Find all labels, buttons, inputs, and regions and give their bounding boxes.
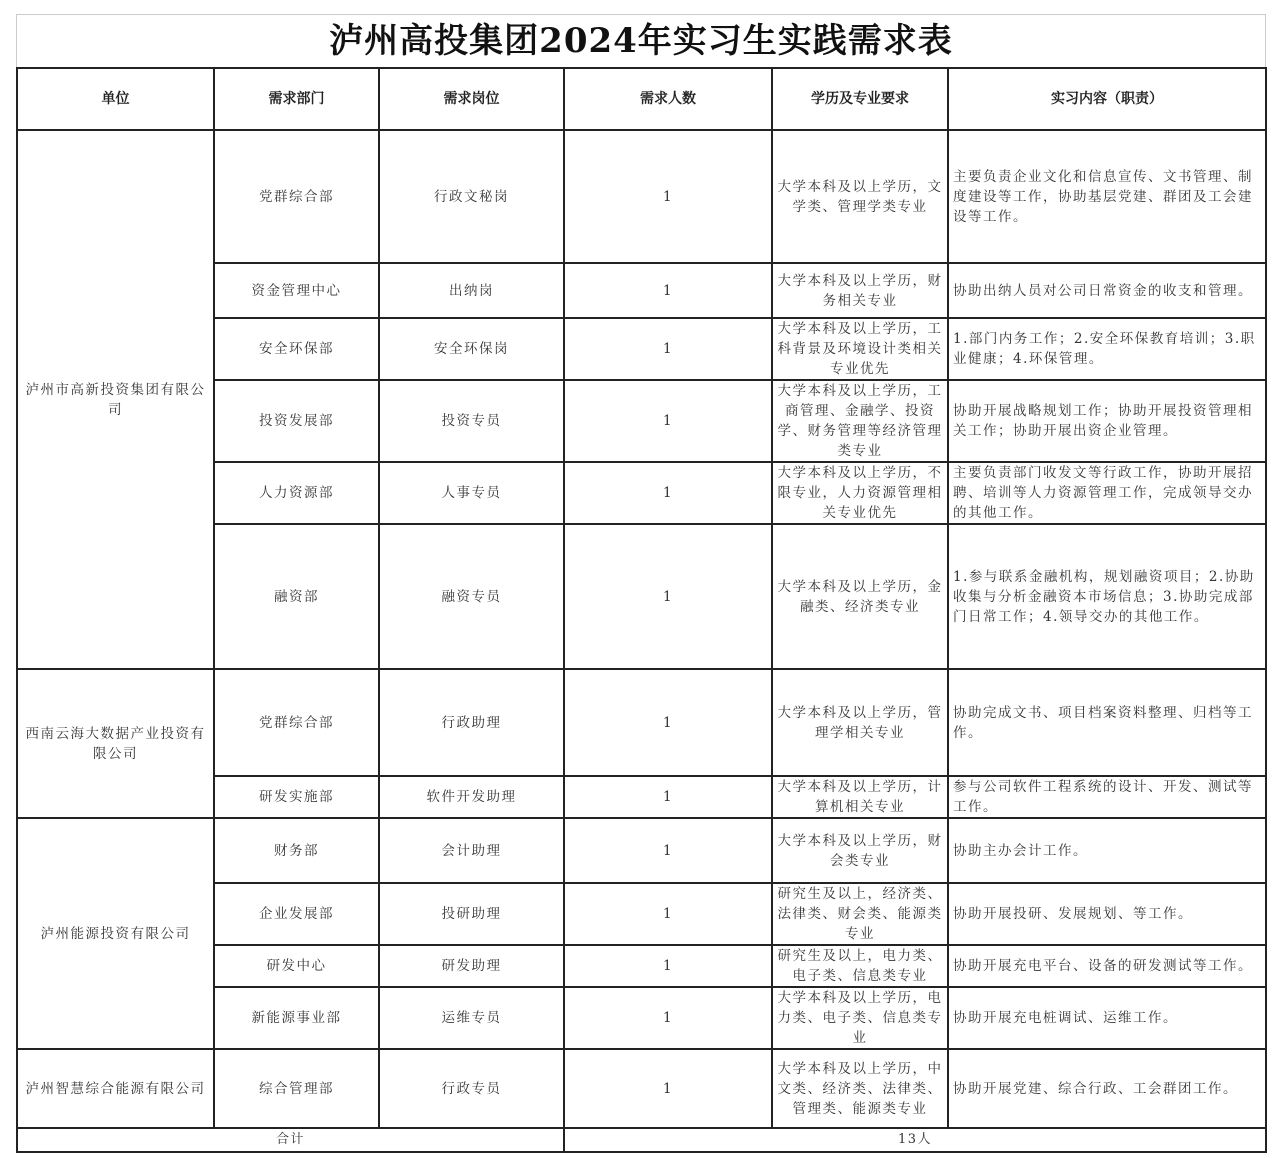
headcount-cell: 1 (564, 883, 772, 945)
duties-cell: 参与公司软件工程系统的设计、开发、测试等工作。 (948, 776, 1266, 818)
department-cell: 人力资源部 (214, 462, 379, 524)
education-cell: 大学本科及以上学历，不限专业，人力资源管理相关专业优先 (772, 462, 948, 524)
duties-cell: 协助主办会计工作。 (948, 818, 1266, 883)
header-position: 需求岗位 (379, 68, 564, 130)
total-label: 合计 (17, 1128, 564, 1152)
total-row (17, 1128, 1266, 1152)
education-cell: 大学本科及以上学历，财务相关专业 (772, 263, 948, 318)
education-cell: 研究生及以上，经济类、法律类、财会类、能源类专业 (772, 883, 948, 945)
department-cell: 党群综合部 (214, 130, 379, 263)
position-cell: 行政专员 (379, 1049, 564, 1128)
position-cell: 软件开发助理 (379, 776, 564, 818)
table-row (17, 1049, 1266, 1128)
headcount-cell: 1 (564, 263, 772, 318)
department-cell: 研发实施部 (214, 776, 379, 818)
duties-cell: 主要负责企业文化和信息宣传、文书管理、制度建设等工作，协助基层党建、群团及工会建设等工作。 (948, 130, 1266, 263)
department-cell: 融资部 (214, 524, 379, 669)
duties-cell: 协助开展党建、综合行政、工会群团工作。 (948, 1049, 1266, 1128)
header-duties: 实习内容（职责） (948, 68, 1266, 130)
headcount-cell: 1 (564, 380, 772, 462)
internship-demand-table (16, 67, 1267, 1153)
duties-cell: 协助出纳人员对公司日常资金的收支和管理。 (948, 263, 1266, 318)
duties-cell: 协助开展充电桩调试、运维工作。 (948, 987, 1266, 1049)
headcount-cell: 1 (564, 669, 772, 776)
education-cell: 大学本科及以上学历，工科背景及环境设计类相关专业优先 (772, 318, 948, 380)
headcount-cell: 1 (564, 462, 772, 524)
department-cell: 投资发展部 (214, 380, 379, 462)
department-cell: 安全环保部 (214, 318, 379, 380)
position-cell: 会计助理 (379, 818, 564, 883)
position-cell: 融资专员 (379, 524, 564, 669)
position-cell: 行政文秘岗 (379, 130, 564, 263)
position-cell: 研发助理 (379, 945, 564, 987)
headcount-cell: 1 (564, 987, 772, 1049)
company-name: 泸州智慧综合能源有限公司 (17, 1049, 214, 1128)
headcount-cell: 1 (564, 776, 772, 818)
page-title: 泸州高投集团2024年实习生实践需求表 (16, 14, 1266, 67)
table-header-row (17, 68, 1266, 130)
headcount-cell: 1 (564, 1049, 772, 1128)
education-cell: 大学本科及以上学历，电力类、电子类、信息类专业 (772, 987, 948, 1049)
position-cell: 投资专员 (379, 380, 564, 462)
table-row (17, 669, 1266, 776)
headcount-cell: 1 (564, 130, 772, 263)
table-row (17, 818, 1266, 883)
table-row (17, 130, 1266, 263)
education-cell: 大学本科及以上学历，财会类专业 (772, 818, 948, 883)
duties-cell: 主要负责部门收发文等行政工作，协助开展招聘、培训等人力资源管理工作，完成领导交办的其他工作。 (948, 462, 1266, 524)
headcount-cell: 1 (564, 818, 772, 883)
duties-cell: 协助完成文书、项目档案资料整理、归档等工作。 (948, 669, 1266, 776)
headcount-cell: 1 (564, 945, 772, 987)
department-cell: 研发中心 (214, 945, 379, 987)
education-cell: 大学本科及以上学历，计算机相关专业 (772, 776, 948, 818)
department-cell: 综合管理部 (214, 1049, 379, 1128)
position-cell: 人事专员 (379, 462, 564, 524)
education-cell: 大学本科及以上学历，文学类、管理学类专业 (772, 130, 948, 263)
company-name: 泸州市高新投资集团有限公司 (17, 130, 214, 669)
position-cell: 投研助理 (379, 883, 564, 945)
department-cell: 财务部 (214, 818, 379, 883)
total-value: 13人 (564, 1128, 1266, 1152)
duties-cell: 1.参与联系金融机构，规划融资项目；2.协助收集与分析金融资本市场信息；3.协助完成部门日常工作；4.领导交办的其他工作。 (948, 524, 1266, 669)
education-cell: 大学本科及以上学历，中文类、经济类、法律类、管理类、能源类专业 (772, 1049, 948, 1128)
education-cell: 大学本科及以上学历，管理学相关专业 (772, 669, 948, 776)
department-cell: 企业发展部 (214, 883, 379, 945)
duties-cell: 协助开展充电平台、设备的研发测试等工作。 (948, 945, 1266, 987)
education-cell: 研究生及以上，电力类、电子类、信息类专业 (772, 945, 948, 987)
department-cell: 新能源事业部 (214, 987, 379, 1049)
company-name: 西南云海大数据产业投资有限公司 (17, 669, 214, 818)
duties-cell: 协助开展投研、发展规划、等工作。 (948, 883, 1266, 945)
position-cell: 运维专员 (379, 987, 564, 1049)
education-cell: 大学本科及以上学历，工商管理、金融学、投资学、财务管理等经济管理类专业 (772, 380, 948, 462)
duties-cell: 协助开展战略规划工作；协助开展投资管理相关工作；协助开展出资企业管理。 (948, 380, 1266, 462)
header-department: 需求部门 (214, 68, 379, 130)
position-cell: 安全环保岗 (379, 318, 564, 380)
duties-cell: 1.部门内务工作；2.安全环保教育培训；3.职业健康；4.环保管理。 (948, 318, 1266, 380)
education-cell: 大学本科及以上学历，金融类、经济类专业 (772, 524, 948, 669)
department-cell: 党群综合部 (214, 669, 379, 776)
headcount-cell: 1 (564, 524, 772, 669)
headcount-cell: 1 (564, 318, 772, 380)
company-name: 泸州能源投资有限公司 (17, 818, 214, 1049)
position-cell: 出纳岗 (379, 263, 564, 318)
header-unit: 单位 (17, 68, 214, 130)
header-headcount: 需求人数 (564, 68, 772, 130)
department-cell: 资金管理中心 (214, 263, 379, 318)
header-education: 学历及专业要求 (772, 68, 948, 130)
position-cell: 行政助理 (379, 669, 564, 776)
